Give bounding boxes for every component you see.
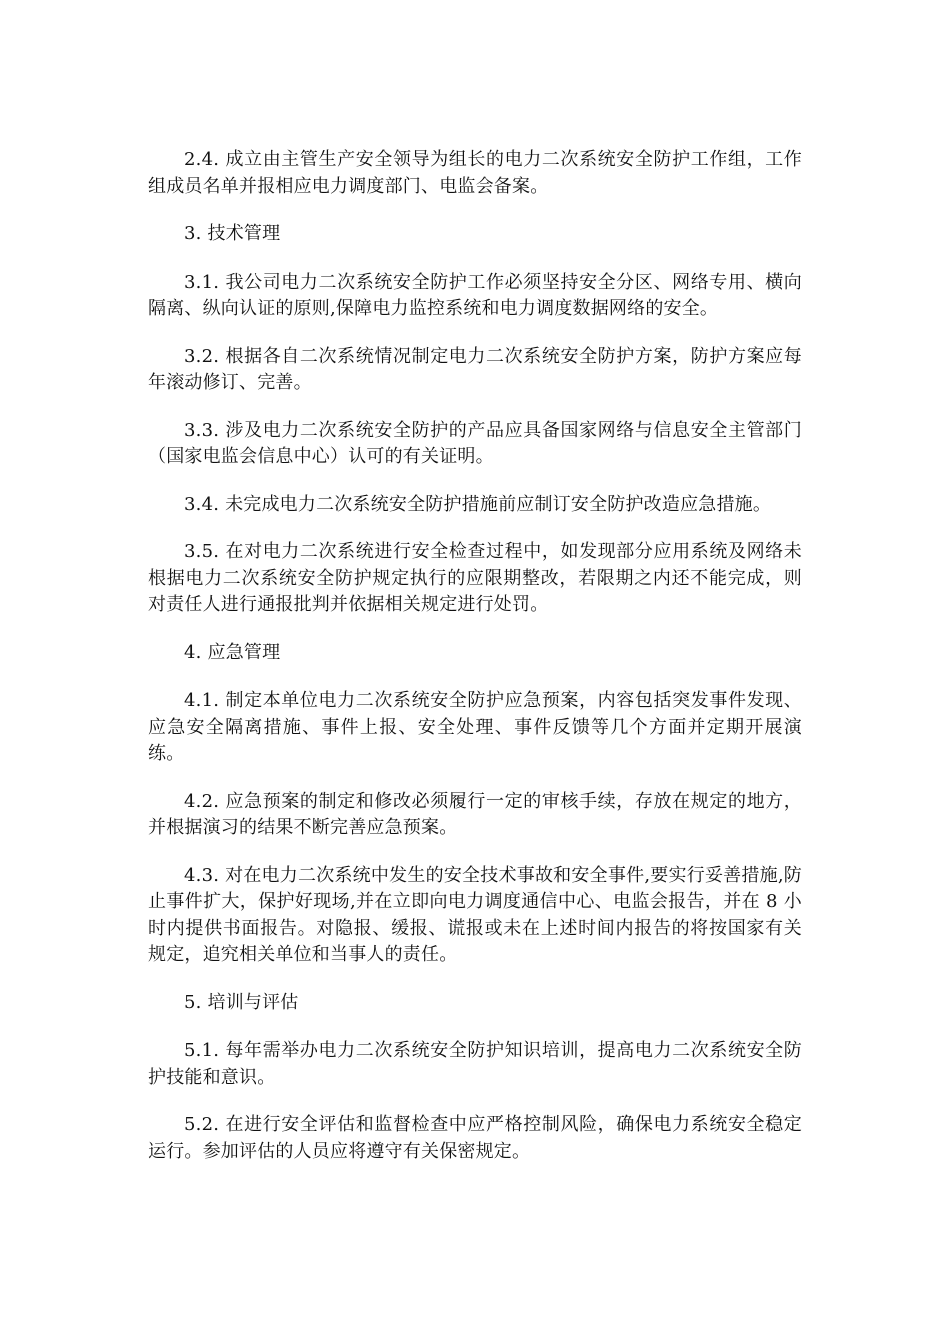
paragraph-3-3: 3.3. 涉及电力二次系统安全防护的产品应具备国家网络与信息安全主管部门（国家电监会信息中心）认可的有关证明。	[148, 419, 802, 467]
section-heading-emergency-management: 4. 应急管理	[184, 641, 281, 663]
section-heading-training-evaluation: 5. 培训与评估	[184, 991, 299, 1013]
paragraph-3-2: 3.2. 根据各自二次系统情况制定电力二次系统安全防护方案，防护方案应每年滚动修订、完善。	[148, 345, 802, 393]
paragraph-2-4: 2.4. 成立由主管生产安全领导为组长的电力二次系统安全防护工作组，工作组成员名单并报相应电力调度部门、电监会备案。	[148, 149, 802, 197]
paragraph-4-2: 4.2. 应急预案的制定和修改必须履行一定的审核手续，存放在规定的地方，并根据演习的结果不断完善应急预案。	[148, 790, 802, 838]
paragraph-4-1: 4.1. 制定本单位电力二次系统安全防护应急预案，内容包括突发事件发现、应急安全隔离措施、事件上报、安全处理、事件反馈等几个方面并定期开展演练。	[148, 690, 802, 764]
section-heading-technical-management: 3. 技术管理	[184, 223, 281, 244]
paragraph-3-4: 3.4. 未完成电力二次系统安全防护措施前应制订安全防护改造应急措施。	[184, 493, 772, 515]
paragraph-5-2: 5.2. 在进行安全评估和监督检查中应严格控制风险，确保电力系统安全稳定运行。参加评估的人员应将遵守有关保密规定。	[148, 1114, 802, 1162]
paragraph-3-5: 3.5. 在对电力二次系统进行安全检查过程中，如发现部分应用系统及网络未根据电力二次系统安全防护规定执行的应限期整改，若限期之内还不能完成，则对责任人进行通报批判并依据相关规定进行处罚。	[148, 541, 802, 615]
document-body	[148, 147, 802, 1186]
paragraph-5-1: 5.1. 每年需举办电力二次系统安全防护知识培训，提高电力二次系统安全防护技能和意识。	[148, 1040, 802, 1088]
paragraph-3-1: 3.1. 我公司电力二次系统安全防护工作必须坚持安全分区、网络专用、横向隔离、纵向认证的原则,保障电力监控系统和电力调度数据网络的安全。	[148, 271, 802, 319]
paragraph-4-3: 4.3. 对在电力二次系统中发生的安全技术事故和安全事件,要实行妥善措施,防止事件扩大，保护好现场,并在立即向电力调度通信中心、电监会报告，并在 8 小时内提供书面报告。对隐报、缓报、谎报或未在上述时间内报告的将按国家有关规定，追究相关单位和当事人的责任。	[148, 864, 802, 965]
